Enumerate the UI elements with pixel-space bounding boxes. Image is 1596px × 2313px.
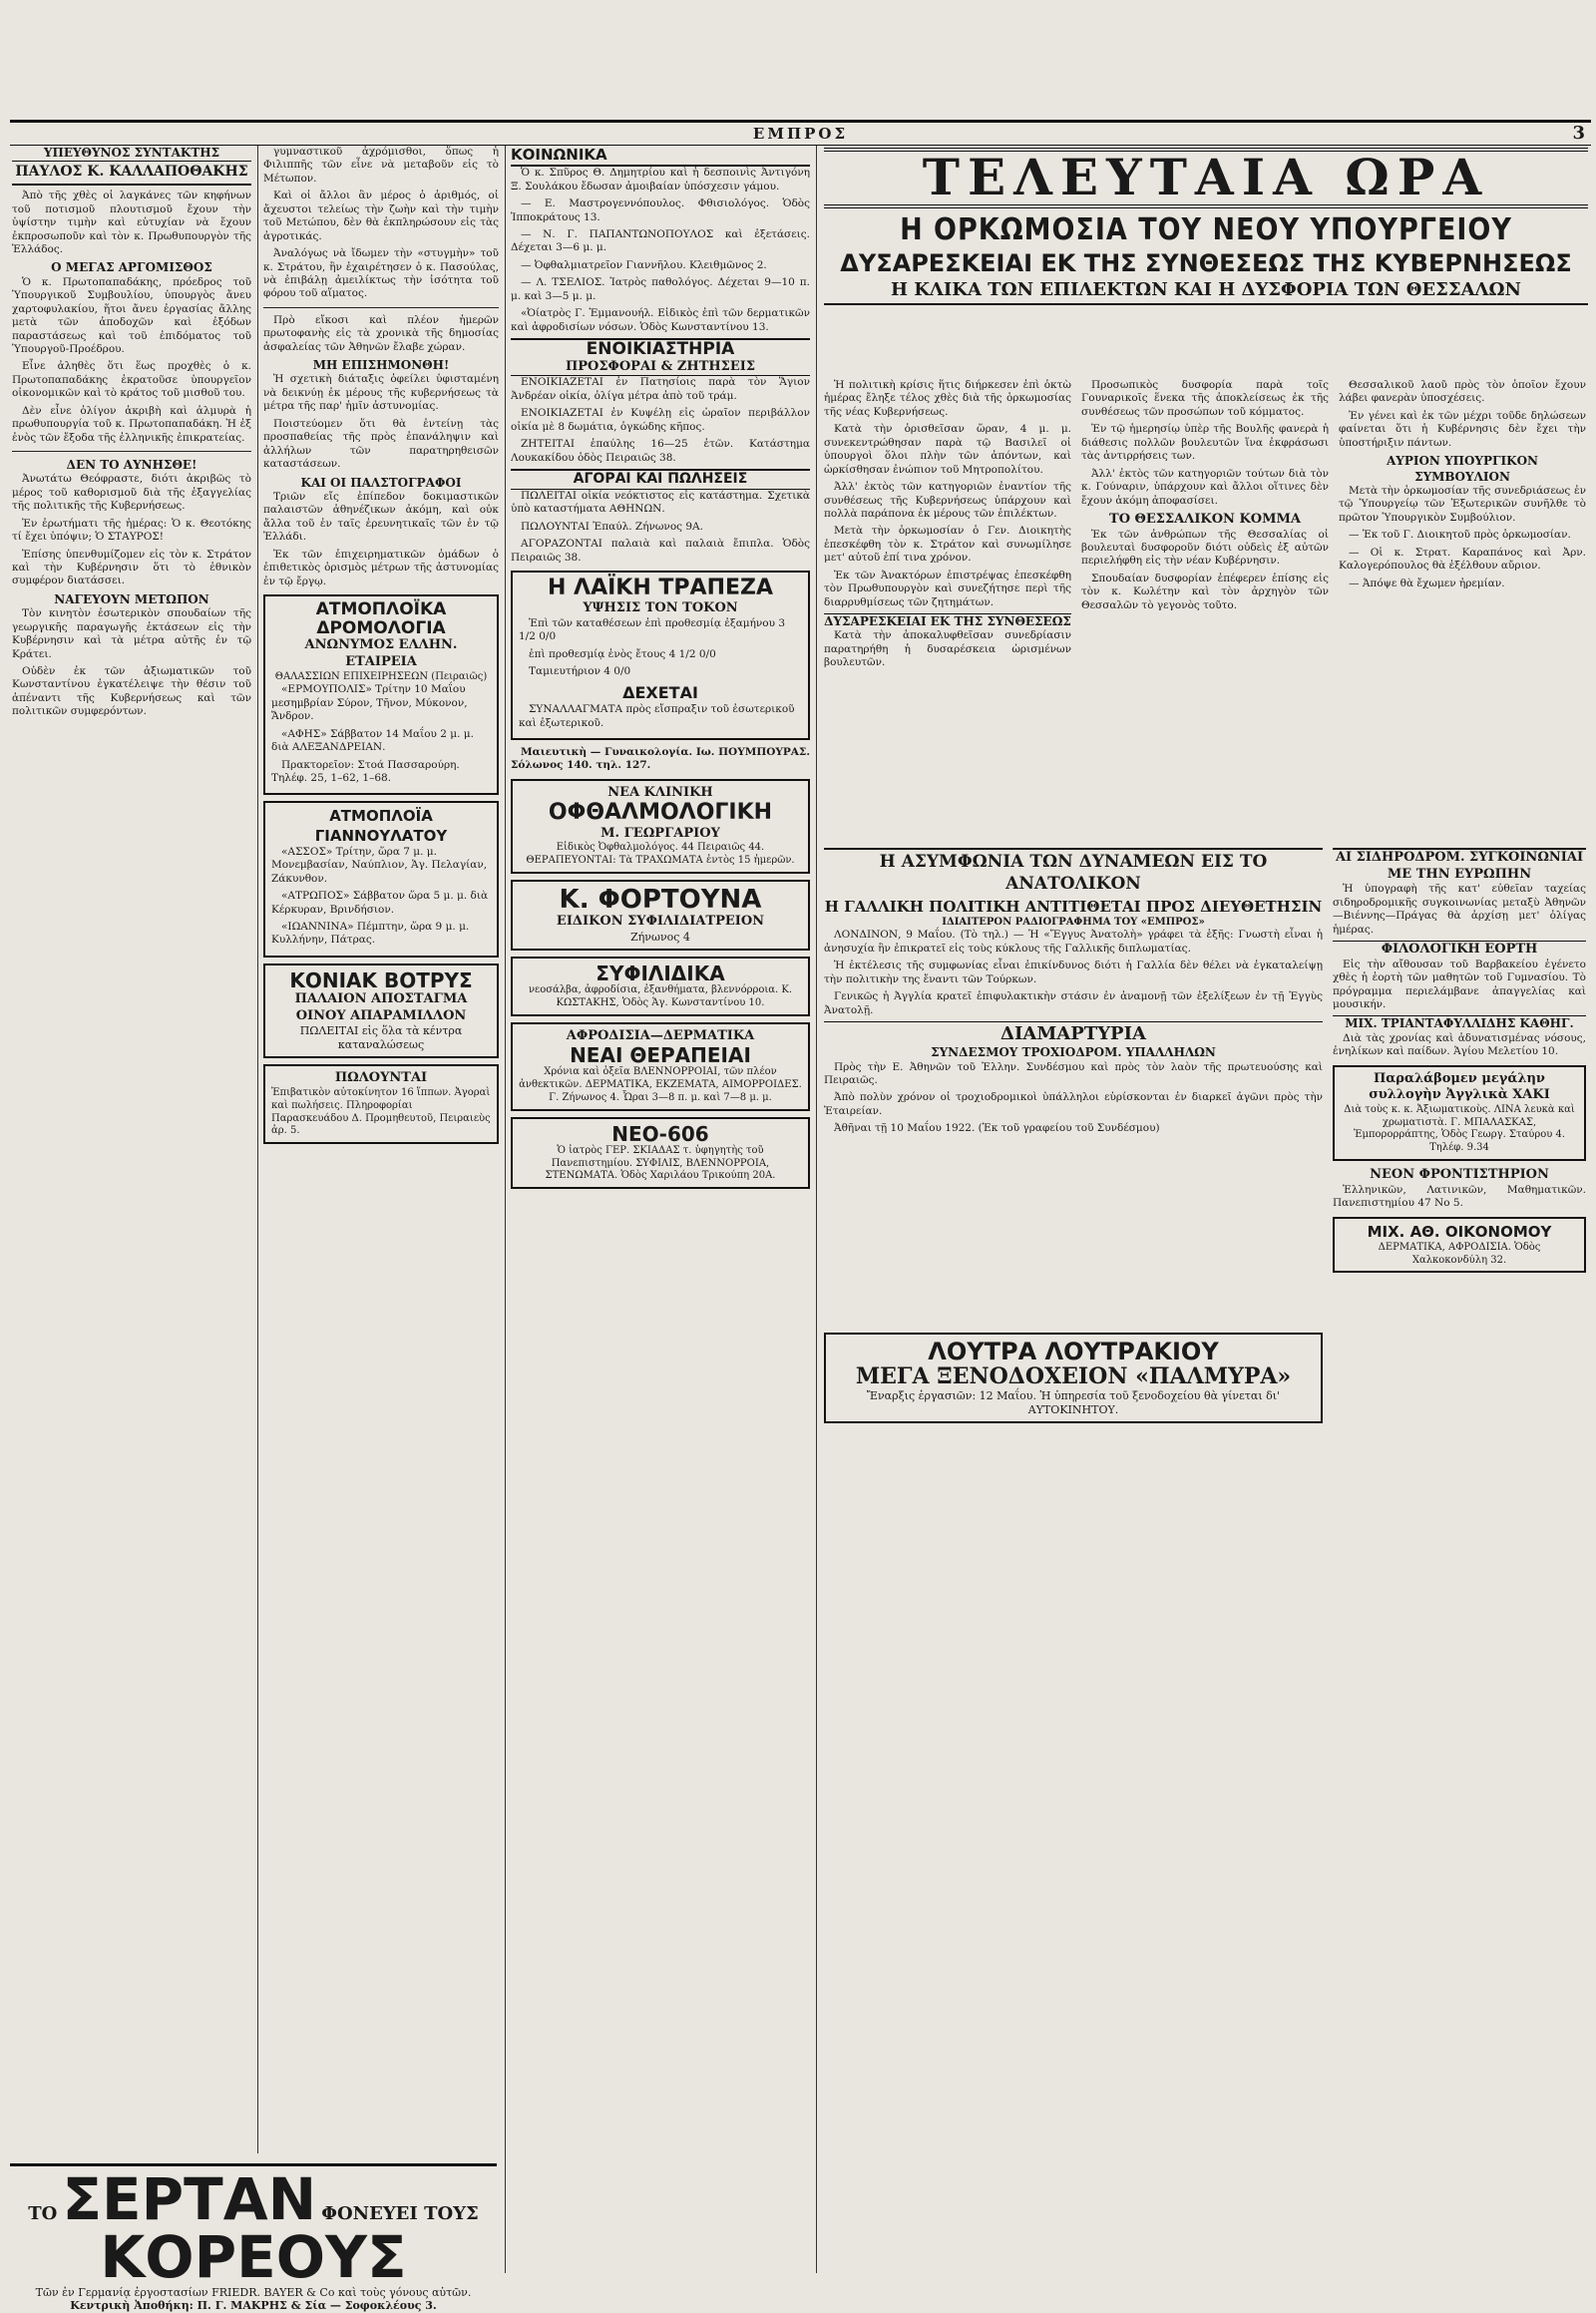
shipping-company: ΑΝΩΝΥΜΟΣ ΕΛΛΗΝ. ΕΤΑΙΡΕΙΑ <box>304 637 458 669</box>
oikon-headline: ΜΙΧ. ΑΘ. ΟΙΚΟΝΟΜΟΥ <box>1367 1222 1552 1241</box>
article-paragraph: — Ἐκ τοῦ Γ. Διοικητοῦ πρὸς ὁρκωμοσίαν. <box>1349 529 1571 542</box>
column-rule <box>505 146 506 2273</box>
article-paragraph: Μετὰ τὴν ὁρκωμοσίαν ὁ Γεν. Διοικητὴς ἐπεσκέφθη τὸν κ. Στράτον καὶ συνωμίλησε μετ' αὐτοῦ ἐπί τινα χρόνον. <box>824 525 1071 565</box>
shipping-ad-2 <box>263 801 499 957</box>
article-paragraph: Ἐν τῷ ἡμερησίῳ ὑπὲρ τῆς Βουλῆς φανερὰ ἡ διάθεσις πολλῶν βουλευτῶν ἵνα ἐκφράσωσι τὰς ἀντιρρήσεις των. <box>1081 423 1329 463</box>
school-headline: ΝΕΟΝ ΦΡΟΝΤΙΣΤΗΡΙΟΝ <box>1370 1167 1549 1183</box>
article-paragraph: Ἡ πολιτικὴ κρίσις ἥτις διήρκεσεν ἐπὶ ὀκτὼ ἡμέρας ἔληξε τέλος χθὲς διὰ τῆς ὁρκωμοσίας τῆς νέας Κυβερνήσεως. <box>824 379 1071 418</box>
shipping-ad <box>263 594 499 795</box>
sertan-ad <box>10 2163 497 2312</box>
section-label: ΤΟ ΘΕΣΣΑΛΙΚΟΝ ΚΟΜΜΑ <box>1109 511 1301 527</box>
syf-ad <box>511 957 810 1016</box>
classified: — Ὀφθαλμιατρεῖον Γιαννῆλου. Κλειθμῶνος 2. <box>521 258 767 271</box>
article-paragraph: Ἐν γένει καὶ ἐκ τῶν μέχρι τοῦδε δηλώσεων φαίνεται ὅτι ἡ Κυβέρνησις δὲν ἔχει τὴν ὑποστήριξιν πάντων. <box>1339 409 1586 449</box>
divider <box>12 451 251 452</box>
article-paragraph: Καὶ οἱ ἄλλοι ἂν μέρος ὁ ἀριθμός, οἱ ἄχευστοι τελείως τὴν ζωὴν καὶ τὴν τιμὴν τοῦ Μετώπου, δὲν θὰ ἐκπληρώσουν εἰς τὰς ἀγροτικάς. <box>263 190 499 242</box>
neo-title: ΝΕΟ-606 <box>611 1121 709 1146</box>
sertan-line: Τῶν ἐν Γερμανίᾳ ἐργοστασίων FRIEDR. BAYER & Co καὶ τοὺς γόνους αὐτῶν. <box>35 2286 472 2299</box>
khaki-ad <box>1333 1065 1586 1161</box>
section-label: ΜΗ ΕΠΙΣΗΜΟΝΘΗ! <box>312 358 450 373</box>
article-paragraph: Ἐπίσης ὑπενθυμίζομεν εἰς τὸν κ. Στράτον καὶ τὴν Κυβέρνησιν ὅτι τὸ ἐθνικὸν συμφέρον διατάσσει. <box>12 548 251 587</box>
paper-name: ΕΜΠΡΟΣ <box>752 125 849 143</box>
shipping-line: Πρακτορεῖον: Στοά Πασσαρούρη. Τηλέφ. 25, 1–62, 1–68. <box>271 758 460 785</box>
article-paragraph: Κατὰ τὴν ὁρισθεῖσαν ὥραν, 4 μ. μ. συνεκεντρώθησαν παρὰ τῷ Βασιλεῖ οἱ ὑπουργοὶ ὅλοι πλὴν τῶν ἀπόντων, καὶ ὡρκίσθησαν ἐνώπιον τοῦ Μητροπολίτου. <box>824 423 1071 476</box>
cognac-ad <box>263 964 499 1058</box>
article-paragraph: ΛΟΝΔΙΝΟΝ, 9 Μαΐου. (Τὸ τηλ.) — Ἡ «Ἔγγυς Ἀνατολὴ» γράφει τὰ ἑξῆς: Γνωστὴ εἶναι ἡ ἀνησυχία ἣν ἐπικρατεῖ εἰς τοὺς κύκλους τῆς Γαλλικῆς διπλωματίας. <box>824 929 1323 955</box>
column-1 <box>12 146 251 2273</box>
derma-ad <box>511 1022 810 1111</box>
doc-headline: ΜΙΧ. ΤΡΙΑΝΤΑΦΥΛΛΙΔΗΣ ΚΑΘΗΓ. <box>1333 1015 1586 1031</box>
protest-subtitle: ΣΥΝΔΕΣΜΟΥ ΤΡΟΧΙΟΔΡΟΜ. ΥΠΑΛΛΗΛΩΝ <box>931 1045 1216 1060</box>
bank-rate: Ταμιευτήριον 4 0/0 <box>529 665 631 678</box>
column-3 <box>511 146 810 2273</box>
khaki-intro: Παραλάβομεν μεγάλην συλλογὴν Ἀγγλικὰ ΧΑΚΙ <box>1369 1070 1550 1103</box>
article-paragraph: γυμναστικοῦ ἀχρόμισθοι, ὅπως ἡ Φιλιππῆς τῶν εἶνε νὰ μεταβοῦν εἰς τὸ Μέτωπον. <box>263 146 499 185</box>
sale-text: Ἐπιβατικὸν αὐτοκίνητον 16 ἵππων. Ἀγοραὶ καὶ πωλήσεις. Πληροφορίαι Παρασκευάδου Δ. Προμηθευτοῦ, Πειραιεὺς ἀρ. 5. <box>271 1086 491 1137</box>
classified: ΑΓΟΡΑΖΟΝΤΑΙ παλαιὰ καὶ παλαιὰ ἔπιπλα. Ὁδὸς Πειραιῶς 38. <box>511 538 810 564</box>
article-paragraph: Ἡ ὑπογραφὴ τῆς κατ' εὐθεῖαν ταχείας σιδηροδρομικῆς συγκοινωνίας μεταξὺ Ἀθηνῶν—Βιέννης—Πράγας θὰ ἀρχίσῃ μετ' ὀλίγας ἡμέρας. <box>1333 883 1586 936</box>
article-paragraph: Ἀναλόγως νὰ ἴδωμεν τὴν «στυγμὴν» τοῦ κ. Στράτου, ἣν ἐχαιρέτησεν ὁ κ. Πασούλας, νὰ ἐπιβάλῃ ἀμειλίκτως τὴν ἰσότητα τοῦ φόρου τοῦ αἵματος. <box>263 247 499 300</box>
classified: «Ὀίατρὸς Γ. Ἐμμανουήλ. Εἰδικὸς ἐπὶ τῶν δερματικῶν καὶ ἀφροδισίων νόσων. Ὁδὸς Κωνσταντίνου 13. <box>511 307 810 333</box>
article-paragraph: Οὐδὲν ἐκ τῶν ἀξιωματικῶν τοῦ Κωνσταντίνου ἐγκατέλειψε τὴν θέσιν τοῦ ἀπέναντι τῆς Κυβερνήσεως καὶ τῶν πολιτικῶν συμφερόντων. <box>12 665 251 718</box>
eye-head: ΟΦΘΑΛΜΟΛΟΓΙΚΗ <box>548 800 773 826</box>
shipping-title: ΑΤΜΟΠΛΟΪΚΑ ΔΡΟΜΟΛΟΓΙΑ <box>315 598 447 638</box>
news-col-a <box>824 379 1071 843</box>
classified: — Ε. Μαστρογεννόπουλος. Φθισιολόγος. Ὁδὸς Ἱπποκράτους 13. <box>511 197 810 223</box>
sertan-word: ΤΟ <box>28 2203 58 2224</box>
article-paragraph: Ἐκ τῶν ἀνθρώπων τῆς Θεσσαλίας οἱ βουλευταὶ δυσφοροῦν διότι οὐδεὶς ἐξ αὐτῶν περιελήφθη εἰς τὴν νέαν Κυβέρνησιν. <box>1081 528 1329 568</box>
loutraki-ad <box>824 1333 1323 1423</box>
derma-head: ΝΕΑΙ ΘΕΡΑΠΕΙΑΙ <box>570 1043 751 1068</box>
article-paragraph: Ἀλλ' ἐκτὸς τῶν κατηγοριῶν ἐναντίον τῆς συνθέσεως τῆς Κυβερνήσεως ὑπάρχουν καὶ πολλὰ παράπονα ἐκ μέρους τῶν ἐπιλέκτων. <box>824 481 1071 520</box>
article-paragraph: Διὰ τὰς χρονίας καὶ ἀδυνατισμένας νόσους, ἐνηλίκων καὶ παίδων. Ἁγίου Μελετίου 10. <box>1333 1031 1586 1058</box>
editor-name: ΠΑΥΛΟΣ Κ. ΚΑΛΛΑΠΟΘΑΚΗΣ <box>12 161 251 186</box>
column-rule <box>257 146 258 2153</box>
eye-text: Εἰδικὸς Ὀφθαλμολόγος. 44 Πειραιῶς 44. ΘΕΡΑΠΕΥΟΝΤΑΙ: Τὰ ΤΡΑΧΩΜΑΤΑ ἐντὸς 15 ἡμερῶν. <box>526 842 795 867</box>
article-paragraph: Ἐκ τῶν ἐπιχειρηματικῶν ὁμάδων ὁ ἐπιθετικὸς ὁρισμὸς μέτρων τῆς ἀστυνομίας ἐν τῷ ἔργῳ. <box>263 548 499 587</box>
masthead-bar <box>10 120 1591 146</box>
section-label: ΔΥΣΑΡΕΣΚΕΙΑΙ ΕΚ ΤΗΣ ΣΥΝΘΕΣΕΩΣ <box>824 614 1071 628</box>
oikon-text: ΔΕΡΜΑΤΙΚΑ, ΑΦΡΟΔΙΣΙΑ. Ὁδὸς Χαλκοκονδύλη 32. <box>1378 1241 1541 1266</box>
derma-text: Χρόνια καὶ ὀξεῖα ΒΛΕΝΝΟΡΡΟΙΑΙ, τῶν πλέον ἀνθεκτικῶν. ΔΕΡΜΑΤΙΚΑ, ΕΚΖΕΜΑΤΑ, ΑΙΜΟΡΡΟΙΔΕΣ. Γ. Ζήνωνος 4. Ὧραι 3—8 π. μ. καὶ 7—8 μ. μ. <box>519 1066 802 1103</box>
article-paragraph: Ἡ σχετικὴ διάταξις ὀφείλει ὑφισταμένη νὰ δεικνύῃ ἐκ μέρους τῆς κυβερνήσεως τὰ μέτρα τῆς παρ' ἡμῖν ἀστυνομίας. <box>263 373 499 413</box>
bath-headline: ΛΟΥΤΡΑ ΛΟΥΤΡΑΚΙΟΥ <box>928 1338 1219 1365</box>
article-paragraph: Ἐκ τῶν Ἀνακτόρων ἐπιστρέψας ἐπεσκέφθη τὸν Πρωθυπουργὸν καὶ συνεζήτησε περὶ τῆς διαρρυθμίσεως τῶν ζητημάτων. <box>824 569 1071 608</box>
column-2 <box>263 146 499 2153</box>
rentals-subtitle: ΠΡΟΣΦΟΡΑΙ & ΖΗΤΗΣΕΙΣ <box>511 359 810 377</box>
classified: ΠΩΛΟΥΝΤΑΙ Ἐπαύλ. Ζήνωνος 9Α. <box>521 520 703 533</box>
market-title: ΑΓΟΡΑΙ ΚΑΙ ΠΩΛΗΣΕΙΣ <box>511 469 810 490</box>
article-paragraph: Ἀνωτάτω Θεόφραστε, διότι ἀκριβῶς τὸ μέρος τοῦ καθορισμοῦ διὰ τῆς ἐξαγγελίας τῆς πολιτικῆς τῆς Κυβερνήσεως. <box>12 473 251 513</box>
article-paragraph: Εἰς τὴν αἴθουσαν τοῦ Βαρβακείου ἐγένετο χθὲς ἡ ἑορτὴ τῶν μαθητῶν τοῦ Γυμνασίου. Τὸ πρόγραμμα περιελάμβανε ἀπαγγελίας καὶ μουσικήν. <box>1333 958 1586 1010</box>
fortouna-title: Κ. ΦΟΡΤΟΥΝΑ <box>559 884 762 915</box>
sertan-word: ΦΟΝΕΥΕΙ ΤΟΥΣ <box>321 2203 479 2224</box>
article-paragraph: Πρὸς τὴν Ε. Ἀθηνῶν τοῦ Ἑλλην. Συνδέσμου καὶ πρὸς τὸν λαὸν τῆς πρωτευούσης καὶ Πειραιῶς. <box>824 1060 1323 1086</box>
article-paragraph: Ἀπὸ τῆς χθὲς οἱ λαγκάνες τῶν κηφήνων τοῦ ποτισμοῦ πλουτισμοῦ ἔχουν τὴν ὑψίστην τιμὴν καὶ εὐτυχίαν νὰ ἔχουν ἐκπροσωποῦν καὶ τὸν κ. Πρωθυπουργὸν τῆς Ἑλλάδος. <box>12 190 251 256</box>
classified: ΕΝΟΙΚΙΑΖΕΤΑΙ ἐν Πατησίοις παρὰ τὸν Ἅγιον Ἀνδρέαν οἰκία, ὀλίγα μέτρα ἀπὸ τοῦ τράμ. <box>511 376 810 402</box>
article-paragraph: Θεσσαλικοῦ λαοῦ πρὸς τὸν ὁποῖον ἔχουν λάβει φανερὰν ὑποσχέσεις. <box>1339 379 1586 405</box>
syf-title: ΣΥΦΙΛΙΔΙΚΑ <box>596 962 725 986</box>
article-paragraph: Ποιστεύομεν ὅτι θὰ ἐντείνῃ τὰς προσπαθείας τῆς πρὸς ἐπανάληψιν καὶ ἀλλήλων τῶν παρατηρηθεισῶν καταστάσεων. <box>263 417 499 471</box>
protest-title: ΔΙΑΜΑΡΤΥΡΙΑ <box>824 1021 1323 1045</box>
article-paragraph: — Οἱ κ. Στρατ. Καραπάνος καὶ Ἀρν. Καλογερόπουλος θὰ ἐξέλθουν αὔριον. <box>1339 546 1586 573</box>
shipping-line: «ΑΤΡΩΠΟΣ» Σάββατον ὥρα 5 μ. μ. διὰ Κέρκυραν, Βρινδήσιον. <box>271 890 489 916</box>
classified: ΕΝΟΙΚΙΑΖΕΤΑΙ ἐν Κυψέλῃ εἰς ὡραῖον περιβάλλον οἰκία μὲ 8 δωμάτια, ὀγκώδης κῆπος. <box>511 407 810 433</box>
article-paragraph: Κατὰ τὴν ἀποκαλυφθεῖσαν συνεδρίασιν παρατηρήθη ἡ δυσαρέσκεια ὡρισμένων βουλευτῶν. <box>824 629 1071 669</box>
classified: — Λ. ΤΣΕΛΙΟΣ. Ἰατρὸς παθολόγος. Δέχεται 9—10 π. μ. καὶ 3—5 μ. μ. <box>511 276 810 302</box>
bank-rate: Ἐπὶ τῶν καταθέσεων ἐπὶ προθεσμίᾳ ἐξαμήνου 3 1/2 0/0 <box>519 616 786 643</box>
sub-headline: ΔΥΣΑΡΕΣΚΕΙΑΙ ΕΚ ΤΗΣ ΣΥΝΘΕΣΕΩΣ ΤΗΣ ΚΥΒΕΡΝΗΣΕΩΣ <box>840 248 1572 277</box>
page-number: 3 <box>1572 123 1585 144</box>
cognac-text: ΠΩΛΕΙΤΑΙ εἰς ὅλα τὰ κέντρα καταναλώσεως <box>299 1024 463 1052</box>
sale-title: ΠΩΛΟΥΝΤΑΙ <box>334 1070 428 1086</box>
rentals-title: ΕΝΟΙΚΙΑΣΤΗΡΙΑ <box>511 338 810 359</box>
bank-accepts: ΔΕΧΕΤΑΙ <box>622 682 698 702</box>
bank-subtitle: ΥΨΗΣΙΣ ΤΟΝ ΤΟΚΟΝ <box>583 600 738 616</box>
khaki-text: Διὰ τοὺς κ. κ. Ἀξιωματικοὺς. ΛΙΝΑ λευκὰ καὶ χρωματιστὰ. Γ. ΜΠΑΛΑΣΚΑΣ, Ἐμπορορράπτης, Ὁδὸς Γεωργ. Σταύρου 4. Τηλέφ. 9.34 <box>1344 1103 1575 1154</box>
sub-headline-2: Η ΚΛΙΚΑ ΤΩΝ ΕΠΙΛΕΚΤΩΝ ΚΑΙ Η ΔΥΣΦΟΡΙΑ ΤΩΝ ΘΕΣΣΑΛΩΝ <box>824 279 1588 305</box>
philo-headline: ΦΙΛΟΛΟΓΙΚΗ ΕΟΡΤΗ <box>1333 941 1586 959</box>
loutraki-ad-area <box>824 1327 1323 1626</box>
syf-text: νεοσάλβα, ἀφροδίσια, ἐξανθήματα, βλεννόρροια. Κ. ΚΩΣΤΑΚΗΣ, Ὁδὸς Ἁγ. Κωνσταντίνου 10. <box>528 984 793 1008</box>
news-col-b <box>1081 379 1329 843</box>
article-paragraph: Ἀπὸ πολὺν χρόνον οἱ τροχιοδρομικοὶ ὑπάλληλοι εὑρίσκονται ἐν διαρκεῖ ἀγῶνι πρὸς τὴν Ἑταιρείαν. <box>824 1091 1323 1117</box>
eastern-question-article <box>824 848 1323 1319</box>
news-col-c <box>1339 379 1586 843</box>
koinonika-title: ΚΟΙΝΩΝΙΚΑ <box>511 146 810 167</box>
eye-clinic-ad <box>511 779 810 874</box>
eye-title: ΝΕΑ ΚΛΙΝΙΚΗ <box>607 784 713 800</box>
classified: ΠΩΛΕΙΤΑΙ οἰκία νεόκτιστος εἰς κατάστημα. Σχετικὰ ὑπὸ καταστήματα ΑΘΗΝΩΝ. <box>511 489 810 516</box>
eastern-tag: ΙΔΙΑΙΤΕΡΟΝ ΡΑΔΙΟΓΡΑΦΗΜΑ ΤΟΥ «ΕΜΠΡΟΣ» <box>942 916 1205 928</box>
column-rule <box>816 146 817 2273</box>
section-label: ΑΥΡΙΟΝ ΥΠΟΥΡΓΙΚΟΝ ΣΥΜΒΟΥΛΙΟΝ <box>1386 454 1539 484</box>
classified: Ὁ κ. Σπῦρος Θ. Δημητρίου καὶ ἡ δεσποινὶς Ἀντιγόνη Ξ. Σουλάκου ἔδωσαν ἀμοιβαίαν ὑπόσχεσιν γάμου. <box>511 167 810 193</box>
divider <box>263 307 499 308</box>
article-paragraph: Μετὰ τὴν ὁρκωμοσίαν τῆς συνεδριάσεως ἐν τῷ Ὑπουργείῳ τῶν Ἐξωτερικῶν συνῆλθε τὸ πρῶτον Ὑπουργικὸν Συμβούλιον. <box>1339 484 1586 524</box>
article-paragraph: Τὸν κινητὸν ἐσωτερικὸν σπουδαίων τῆς γεωργικῆς παραγωγῆς ἐκτάσεων εἰς τὴν Κυβέρνησιν καὶ τὰ μέτρα αὐτῆς ἐν τῷ Κράτει. <box>12 607 251 660</box>
article-paragraph: Πρὸ εἴκοσι καὶ πλέον ἡμερῶν πρωτοφανὴς εἰς τὰ χρονικὰ τῆς δημοσίας ἀσφαλείας τῶν Ἀθηνῶν ἔλαβε χώραν. <box>263 313 499 353</box>
classified: — Ν. Γ. ΠΑΠΑΝΤΩΝΟΠΟΥΛΟΣ καὶ ἐξετάσεις. Δέχεται 3—6 μ. μ. <box>511 227 810 254</box>
cognac-title: ΚΟΝΙΑΚ ΒΟΤΡΥΣ <box>289 967 473 992</box>
article-paragraph: — Ἀπόψε θὰ ἔχωμεν ἠρεμίαν. <box>1349 577 1505 589</box>
bank-ad <box>511 571 810 740</box>
shipping-line: «ΑΣΣΟΣ» Τρίτην, ὥρα 7 μ. μ. Μονεμβασίαν, Ναύπλιον, Ἁγ. Πελαγίαν, Ζάκυνθον. <box>271 845 488 885</box>
bank-rate: ἐπὶ προθεσμίᾳ ἐνὸς ἔτους 4 1/2 0/0 <box>529 647 716 660</box>
bank-text: ΣΥΝΑΛΛΑΓΜΑΤΑ πρὸς εἴσπραξιν τοῦ ἐσωτερικοῦ καὶ ἐξωτερικοῦ. <box>519 703 795 729</box>
editor-label: ΥΠΕΥΘΥΝΟΣ ΣΥΝΤΑΚΤΗΣ <box>43 146 220 160</box>
article-paragraph: Σπουδαίαν δυσφορίαν ἐπέφερεν ἐπίσης εἰς τὸν κ. Κωλέτην καὶ τὸν ἀρχηγὸν τῶν Θεσσαλῶν τὸ γεγονὸς τοῦτο. <box>1081 572 1329 611</box>
article-paragraph: Γενικῶς ἡ Ἀγγλία κρατεῖ ἐπιφυλακτικὴν στάσιν ἐν ἀναμονῇ τῶν ἐξελίξεων ἐν τῇ Ἐγγὺς Ἀνατολῇ. <box>824 990 1323 1016</box>
fortouna-ad <box>511 880 810 951</box>
section-label: ΚΑΙ ΟΙ ΠΑΛΣΤΟΓΡΑΦΟΙ <box>300 475 462 490</box>
sertan-brand: ΣΕΡΤΑΝ <box>62 2165 317 2233</box>
bank-title: Η ΛΑΪΚΗ ΤΡΑΠΕΖΑ <box>547 576 773 601</box>
article-paragraph: Δὲν εἶνε ὀλίγον ἀκριβὴ καὶ ἀλμυρὰ ἡ πρωθυπουργία τοῦ κ. Πρωτοπαπαδάκη. Ἡ ἐξ ἐνὸς τῶν ἔξοδα τῆς ἐλληνικῆς ἐπικρατείας. <box>12 404 251 444</box>
sale-ad <box>263 1064 499 1144</box>
section-label: ΔΕΝ ΤΟ ΑΥΝΗΣΘΕ! <box>66 458 198 473</box>
main-headline: Η ΟΡΚΩΜΟΣΙΑ ΤΟΥ ΝΕΟΥ ΥΠΟΥΡΓΕΙΟΥ <box>900 211 1512 247</box>
article-paragraph: Εἶνε ἀληθὲς ὅτι ἕως προχθὲς ὁ κ. Πρωτοπαπαδάκης ἐκρατοῦσε ὑπουργεῖον οἰκονομικῶν καὶ τὸ κράτος τοῦ μισθοῦ του. <box>12 360 251 400</box>
sertan-line: Κεντρικὴ Ἀποθήκη: Π. Γ. ΜΑΚΡΗΣ & Σία — Σοφοκλέους 3. <box>70 2299 437 2312</box>
right-lower-column <box>1333 848 1586 2273</box>
eye-name: Μ. ΓΕΩΡΓΑΡΙΟΥ <box>600 825 720 841</box>
section-label: Ο ΜΕΓΑΣ ΑΡΓΟΜΙΣΘΟΣ <box>51 260 212 275</box>
latest-news-block <box>824 148 1588 305</box>
shipping-line: «ΙΩΑΝΝΙΝΑ» Πέμπτην, ὥρα 9 μ. μ. Κυλλήνην, Πάτρας. <box>271 921 470 947</box>
cognac-subtitle: ΠΑΛΑΙΟΝ ΑΠΟΣΤΑΓΜΑ ΟΙΝΟΥ ΑΠΑΡΑΜΙΛΛΟΝ <box>294 990 468 1023</box>
rail-headline: ΑΙ ΣΙΔΗΡΟΔΡΟΜ. ΣΥΓΚΟΙΝΩΝΙΑΙ ΜΕ ΤΗΝ ΕΥΡΩΠΗΝ <box>1335 850 1584 882</box>
fortouna-address: Ζήνωνος 4 <box>630 931 690 945</box>
neo-ad <box>511 1117 810 1189</box>
section-label: ΝΑΓΕΥΟΥΝ ΜΕΤΩΠΟΝ <box>54 591 209 606</box>
bath-text: Ἔναρξις ἐργασιῶν: 12 Μαΐου. Ἡ ὑπηρεσία τοῦ ξενοδοχείου θὰ γίνεται δι' ΑΥΤΟΚΙΝΗΤΟΥ. <box>866 1388 1281 1416</box>
article-paragraph: Ἀλλ' ἐκτὸς τῶν κατηγοριῶν τούτων διὰ τὸν κ. Γούναριν, ὑπάρχουν καὶ ἄλλοι οἵτινες δὲν ἔχουν ἀκόμη ἀποφασίσει. <box>1081 467 1329 507</box>
shipping-line: «ΕΡΜΟΥΠΟΛΙΣ» Τρίτην 10 Μαΐου μεσημβρίαν Σύρον, Τῆνον, Μύκονον, Ἄνδρον. <box>271 683 468 723</box>
fortouna-subtitle: ΕΙΔΙΚΟΝ ΣΥΦΙΛΙΔΙΑΤΡΕΙΟΝ <box>556 914 765 930</box>
article-paragraph: Ἑλληνικῶν, Λατινικῶν, Μαθηματικῶν. Πανεπιστημίου 47 No 5. <box>1333 1183 1586 1210</box>
neo-text: Ὁ ἰατρὸς ΓΕΡ. ΣΚΙΑΔΑΣ τ. ὑφηγητὴς τοῦ Πανεπιστημίου. ΣΥΦΙΛΙΣ, ΒΛΕΝΝΟΡΡΟΙΑ, ΣΤΕΝΩΜΑΤΑ. Ὁδὸς Χαριλάου Τρικούπη 20Α. <box>545 1144 776 1182</box>
oikonomou-ad <box>1333 1217 1586 1274</box>
eastern-subheadline: Η ΓΑΛΛΙΚΗ ΠΟΛΙΤΙΚΗ ΑΝΤΙΤΙΘΕΤΑΙ ΠΡΟΣ ΔΙΕΥΘΕΤΗΣΙΝ <box>824 897 1323 916</box>
eastern-headline: Η ΑΣΥΜΦΩΝΙΑ ΤΩΝ ΔΥΝΑΜΕΩΝ ΕΙΣ ΤΟ ΑΝΑΤΟΛΙΚΟΝ <box>879 852 1268 894</box>
article-paragraph: Ἡ ἐκτέλεσις τῆς συμφωνίας εἶναι ἐπικίνδυνος διότι ἡ Γαλλία δὲν θέλει νὰ ἐγκαταλείψῃ τὴν πολιτικὴν της ἔναντι τῶν Τούρκων. <box>824 960 1323 985</box>
article-paragraph: Ὁ κ. Πρωτοπαπαδάκης, πρόεδρος τοῦ Ὑπουργικοῦ Συμβουλίου, ὑπουργὸς ἄνευ χαρτοφυλακίου, ἥτοι ἄνευ ἐργασίας ἄλλης μετὰ τῶν ἀποδοχῶν καὶ ἐξόδων παραστάσεως καὶ τοῦ ἐπιδόματος τοῦ Ὑπουργοῦ-Προέδρου. <box>12 275 251 355</box>
article-paragraph: Ἐν ἐρωτήματι τῆς ἡμέρας: Ὁ κ. Θεοτόκης τί ἔχει ὑπόψιν; Ὁ ΣΤΑΥΡΟΣ! <box>12 517 251 544</box>
shipping-subtitle: ΘΑΛΑΣΣΙΩΝ ΕΠΙΧΕΙΡΗΣΕΩΝ (Πειραιῶς) <box>274 670 488 682</box>
sertan-target: ΚΟΡΕΟΥΣ <box>100 2223 407 2291</box>
bath-subheadline: ΜΕΓΑ ΞΕΝΟΔΟΧΕΙΟΝ «ΠΑΛΜΥΡΑ» <box>855 1363 1292 1390</box>
banner-title: ΤΕΛΕΥΤΑΙΑ ΩΡΑ <box>824 148 1588 208</box>
article-paragraph: Προσωπικὸς δυσφορία παρὰ τοῖς Γουναρικοῖς ἕνεκα τῆς ἀποκλείσεως ἐκ τῆς συνθέσεως τῶν προσώπων τοῦ κόμματος. <box>1081 379 1329 418</box>
derma-title: ΑΦΡΟΔΙΣΙΑ—ΔΕΡΜΑΤΙΚΑ <box>566 1027 755 1043</box>
classified: ΖΗΤΕΙΤΑΙ ἐπαύλης 16—25 ἐτῶν. Κατάστημα Λουκακίδου ὁδὸς Πειραιῶς 38. <box>511 438 810 464</box>
shipping-line: «ΑΦΗΣ» Σάββατον 14 Μαΐου 2 μ. μ. διὰ ΑΛΕΞΑΝΔΡΕΙΑΝ. <box>271 727 474 754</box>
article-paragraph: Τριῶν εἴς ἐπίπεδον δοκιμαστικῶν παλαιστῶν ἀθηνέζικων ἀκόμη, καὶ οὐκ ἄλλα τοῦ ἐν ταῖς ἐρευνητικαῖς τῶν ἐν τῷ Ἐλλάδι. <box>263 490 499 544</box>
classified: Μαιευτικὴ — Γυναικολογία. Ιω. ΠΟΥΜΠΟΥΡΑΣ. Σόλωνος 140. τηλ. 127. <box>511 745 810 772</box>
shipping2-title: ΑΤΜΟΠΛΟΪΑ ΓΙΑΝΝΟΥΛΑΤΟΥ <box>314 807 448 845</box>
article-paragraph: Ἀθῆναι τῇ 10 Μαΐου 1922. (Ἐκ τοῦ γραφείου τοῦ Συνδέσμου) <box>834 1122 1160 1135</box>
